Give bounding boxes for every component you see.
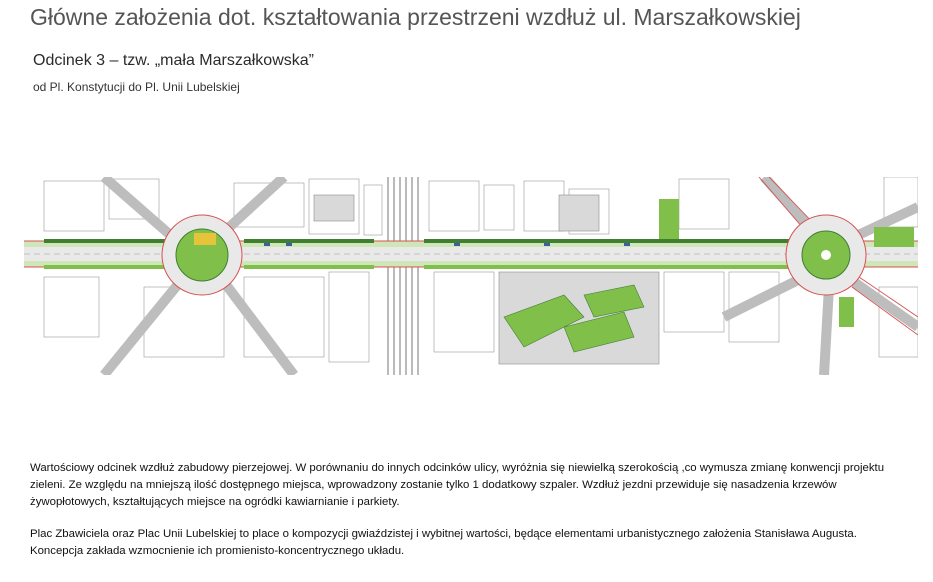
description-paragraph-2: Plac Zbawiciela oraz Plac Unii Lubelskiej to place o kompozycji gwiaździstej i wybitnej wartości, będące elementami urbanistycznego założenia Stanisława Augusta. Koncepcja zakłada wzmocnienie ich promienisto-koncentrycznego układu. [30, 528, 857, 557]
page-title: Główne założenia dot. kształtowania przestrzeni wzdłuż ul. Marszałkowskiej [30, 4, 801, 30]
section-range: od Pl. Konstytucji do Pl. Unii Lubelskiej [33, 80, 240, 94]
section-subtitle: Odcinek 3 – tzw. „mała Marszałkowska” [33, 52, 314, 69]
north-green-strip [659, 199, 679, 239]
roundabout-west [162, 215, 242, 295]
roundabout-east [786, 215, 866, 295]
description-text [30, 460, 910, 560]
street-plan-drawing [24, 177, 918, 375]
railway-lines [388, 177, 418, 375]
description-paragraph-1: Wartościowy odcinek wzdłuż zabudowy pierzejowej. W porównaniu do innych odcinków ulicy, wyróżnia się niewielką szerokością ,co wymusza zmianę konwencji projektu zieleni. Ze względu na mniejszą ilość dostępnego miejsca, wprowadzony zostanie tylko 1 dodatkowy szpaler. Wzdłuż jezdni przewiduje się nasadzenia krzewów żywopłotowych, kształtujących miejsce na ogródki kawiarnianie i parkiety. [30, 462, 885, 508]
